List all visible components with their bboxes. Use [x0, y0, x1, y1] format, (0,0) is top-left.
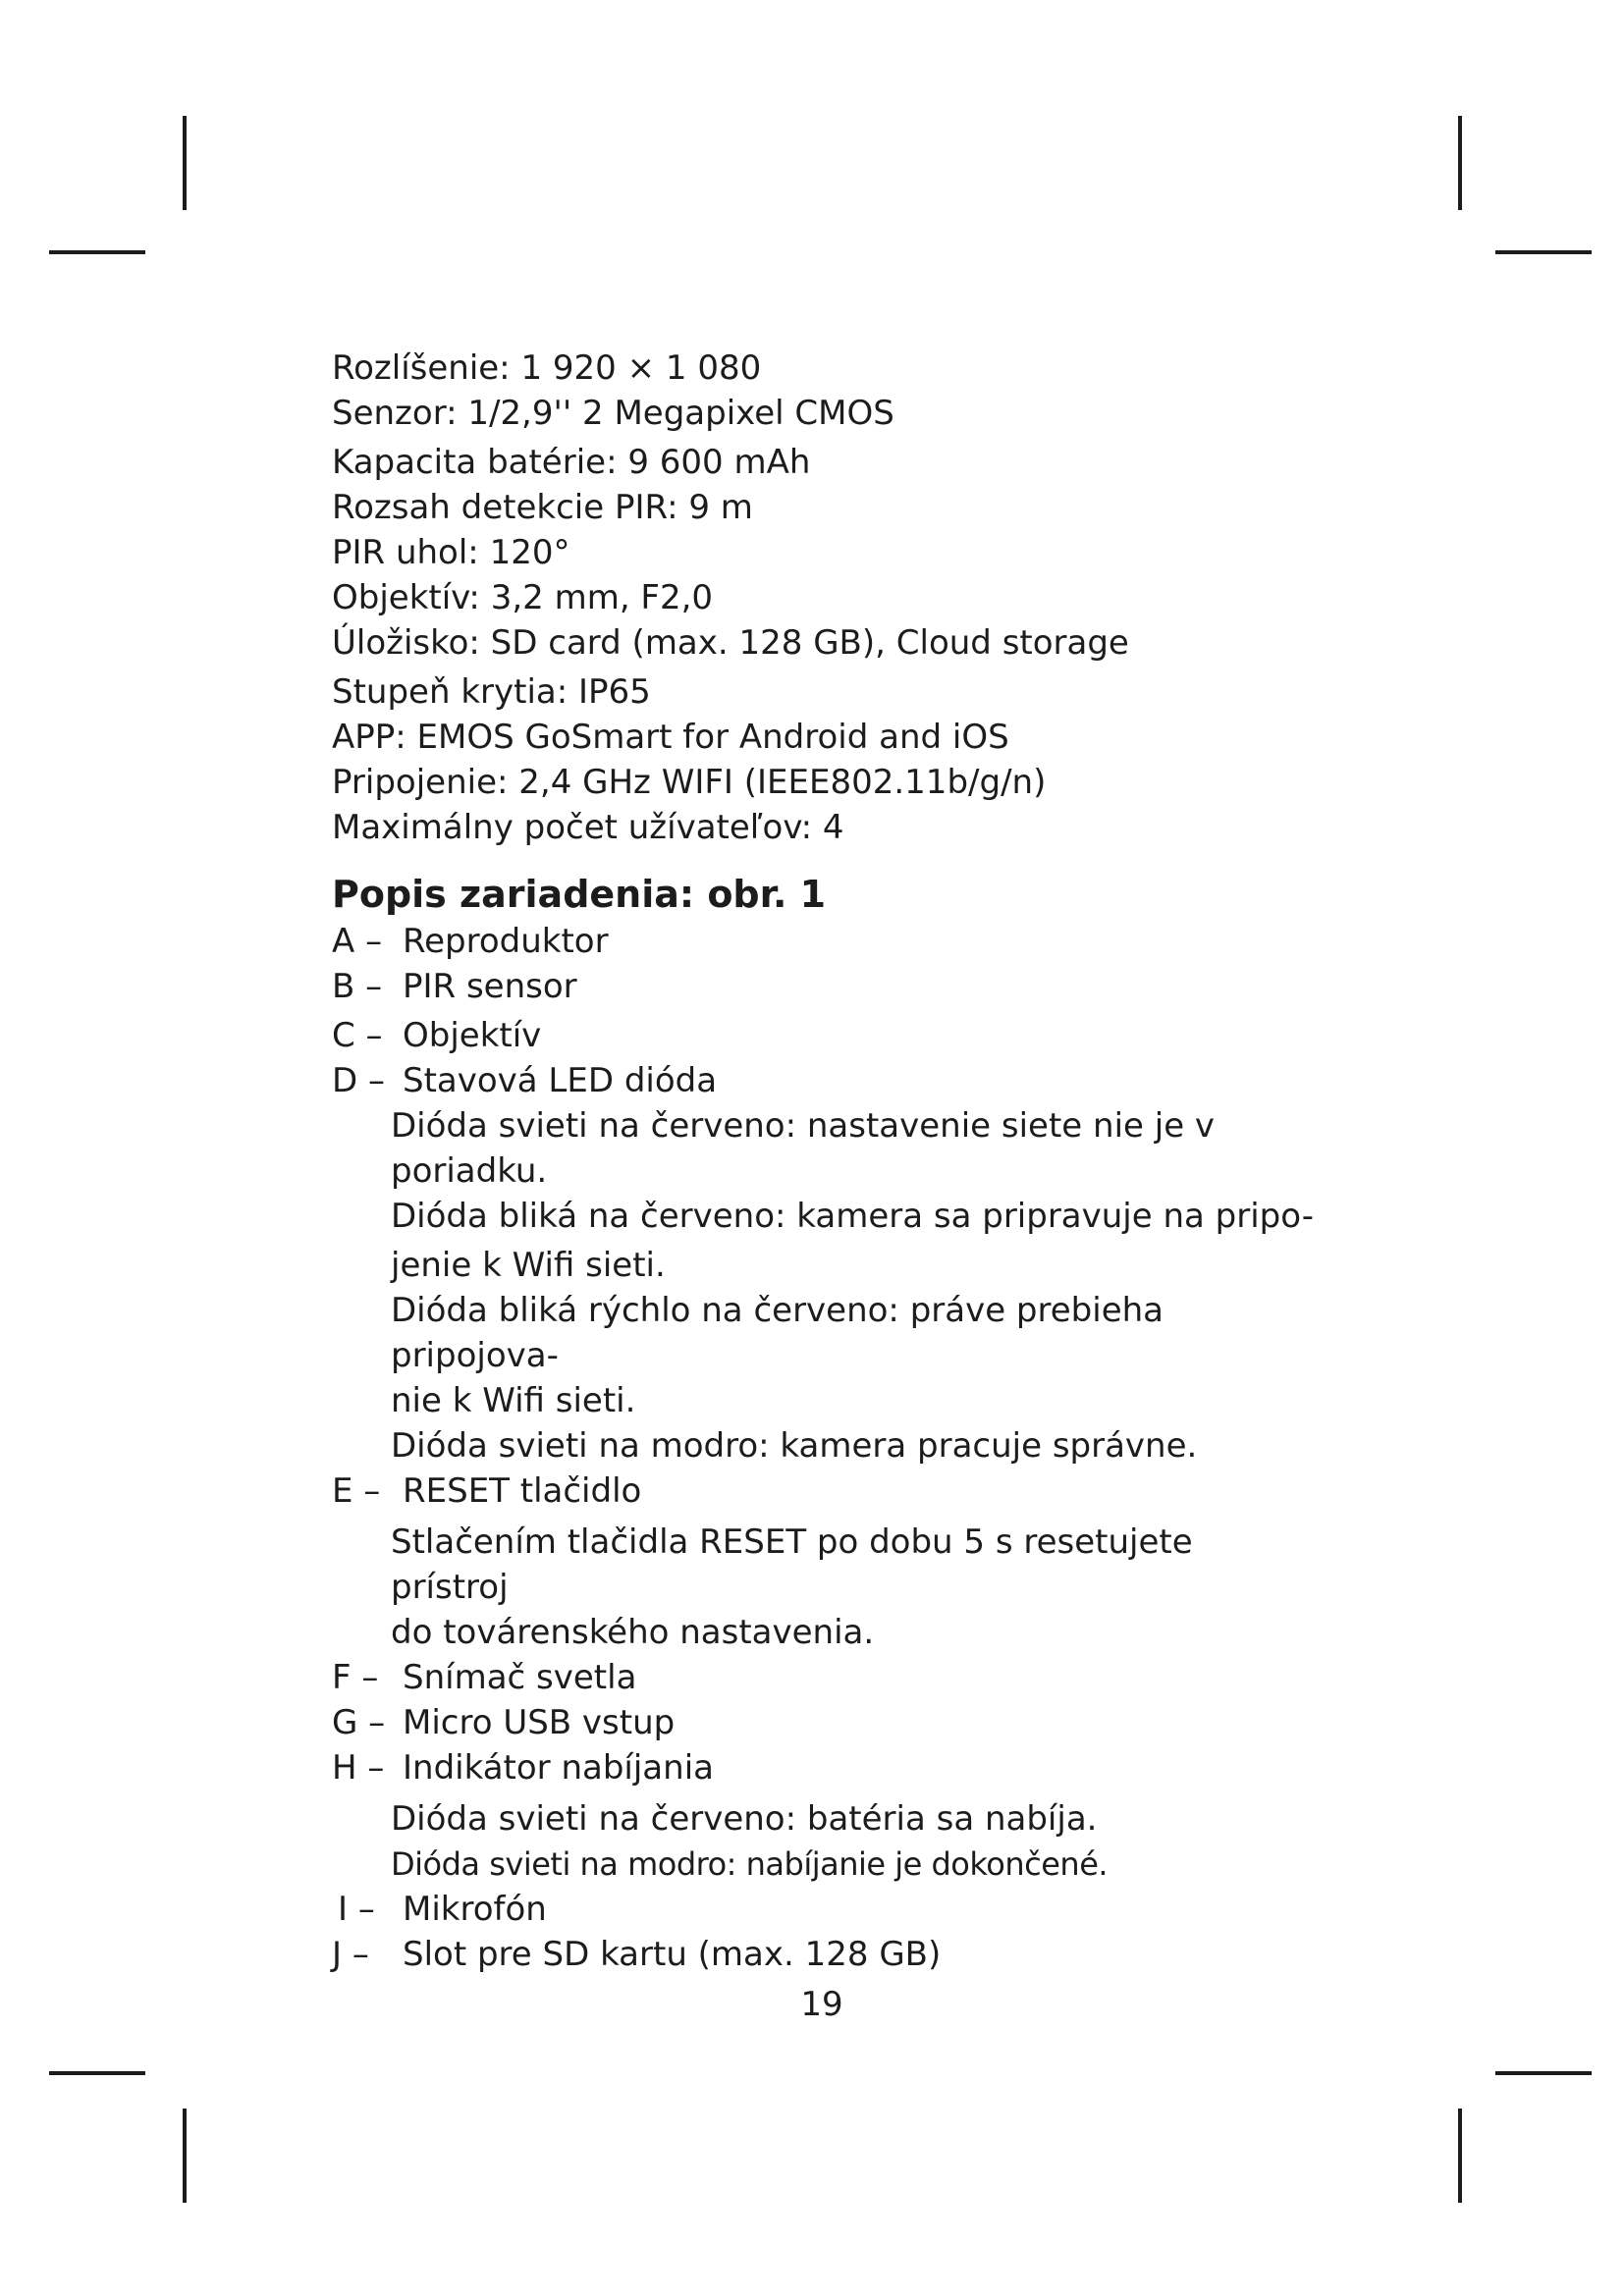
item-label: Reproduktor	[403, 922, 609, 961]
item-label: Micro USB vstup	[403, 1703, 676, 1742]
crop-mark-top-right-horizontal	[1495, 250, 1592, 254]
crop-mark-top-left-horizontal	[49, 250, 145, 254]
list-item-h	[332, 1745, 1314, 1790]
item-label: Snímač svetla	[403, 1658, 637, 1697]
item-label: Indikátor nabíjania	[403, 1748, 714, 1788]
crop-mark-bottom-right-vertical	[1458, 2109, 1462, 2203]
list-item-f	[332, 1655, 1314, 1700]
crop-mark-top-left-vertical	[183, 116, 187, 210]
spec-resolution: Rozlíšenie: 1 920 × 1 080	[332, 348, 762, 388]
item-h-description	[332, 1796, 1314, 1887]
list-item-c	[332, 1013, 1314, 1058]
item-d-description	[332, 1103, 1314, 1468]
description-line: Dióda svieti na červeno: batéria sa nabíja.	[391, 1799, 1098, 1839]
item-label: Mikrofón	[403, 1890, 547, 1929]
item-label: Stavová LED dióda	[403, 1061, 718, 1100]
description-line: do továrenského nastavenia.	[391, 1613, 875, 1652]
item-label: Objektív	[403, 1016, 542, 1055]
item-label: Slot pre SD kartu (max. 128 GB)	[403, 1935, 942, 1974]
description-line: Dióda bliká na červeno: kamera sa pripravuje na pripo-	[391, 1197, 1314, 1236]
description-line: Dióda bliká rýchlo na červeno: práve prebieha pripojova-	[391, 1291, 1164, 1375]
spec-ip-rating: Stupeň krytia: IP65	[332, 672, 651, 712]
crop-mark-top-right-vertical	[1458, 116, 1462, 210]
list-item-g	[332, 1700, 1314, 1745]
item-label: PIR sensor	[403, 967, 577, 1006]
page-number: 19	[800, 1985, 843, 2024]
item-letter: G –	[332, 1703, 386, 1742]
description-line: Dióda svieti na červeno: nastavenie siete nie je v	[391, 1106, 1216, 1146]
description-line: nie k Wifi sieti.	[391, 1381, 636, 1420]
item-label: RESET tlačidlo	[403, 1471, 642, 1511]
item-letter: A –	[332, 922, 383, 961]
list-item-i	[332, 1887, 1314, 1932]
description-line: Stlačením tlačidla RESET po dobu 5 s resetujete prístroj	[391, 1522, 1193, 1607]
spec-pir-angle: PIR uhol: 120°	[332, 533, 570, 572]
section-title: Popis zariadenia: obr. 1	[332, 873, 827, 916]
spec-app: APP: EMOS GoSmart for Android and iOS	[332, 718, 1009, 757]
description-line: poriadku.	[391, 1151, 548, 1191]
list-item-b	[332, 964, 1314, 1009]
item-letter: I –	[338, 1890, 375, 1929]
item-letter: C –	[332, 1016, 383, 1055]
spec-storage: Úložisko: SD card (max. 128 GB), Cloud storage	[332, 623, 1129, 663]
item-letter: B –	[332, 967, 383, 1006]
spec-pir-range: Rozsah detekcie PIR: 9 m	[332, 488, 753, 527]
description-line: Dióda svieti na modro: kamera pracuje správne.	[391, 1426, 1198, 1466]
item-e-description	[332, 1520, 1314, 1655]
spec-max-users: Maximálny počet užívateľov: 4	[332, 808, 844, 847]
list-item-j	[332, 1932, 1314, 1977]
crop-mark-bottom-right-horizontal	[1495, 2071, 1592, 2075]
crop-mark-bottom-left-vertical	[183, 2109, 187, 2203]
spec-connection: Pripojenie: 2,4 GHz WIFI (IEEE802.11b/g/n)	[332, 763, 1047, 802]
spec-sensor: Senzor: 1/2,9'' 2 Megapixel CMOS	[332, 394, 894, 433]
description-line: jenie k Wifi sieti.	[391, 1246, 666, 1285]
spec-list	[332, 346, 1314, 850]
spec-battery: Kapacita batérie: 9 600 mAh	[332, 443, 811, 482]
list-item-e	[332, 1468, 1314, 1514]
item-letter: E –	[332, 1471, 381, 1511]
item-letter: F –	[332, 1658, 379, 1697]
item-letter: H –	[332, 1748, 385, 1788]
list-item-a	[332, 919, 1314, 964]
item-letter: J –	[332, 1935, 369, 1974]
page-content	[332, 346, 1314, 1977]
item-letter: D –	[332, 1061, 385, 1100]
crop-mark-bottom-left-horizontal	[49, 2071, 145, 2075]
spec-lens: Objektív: 3,2 mm, F2,0	[332, 578, 714, 617]
list-item-d	[332, 1058, 1314, 1103]
description-line: Dióda svieti na modro: nabíjanie je dokončené.	[391, 1845, 1109, 1883]
device-parts-list	[332, 919, 1314, 1977]
